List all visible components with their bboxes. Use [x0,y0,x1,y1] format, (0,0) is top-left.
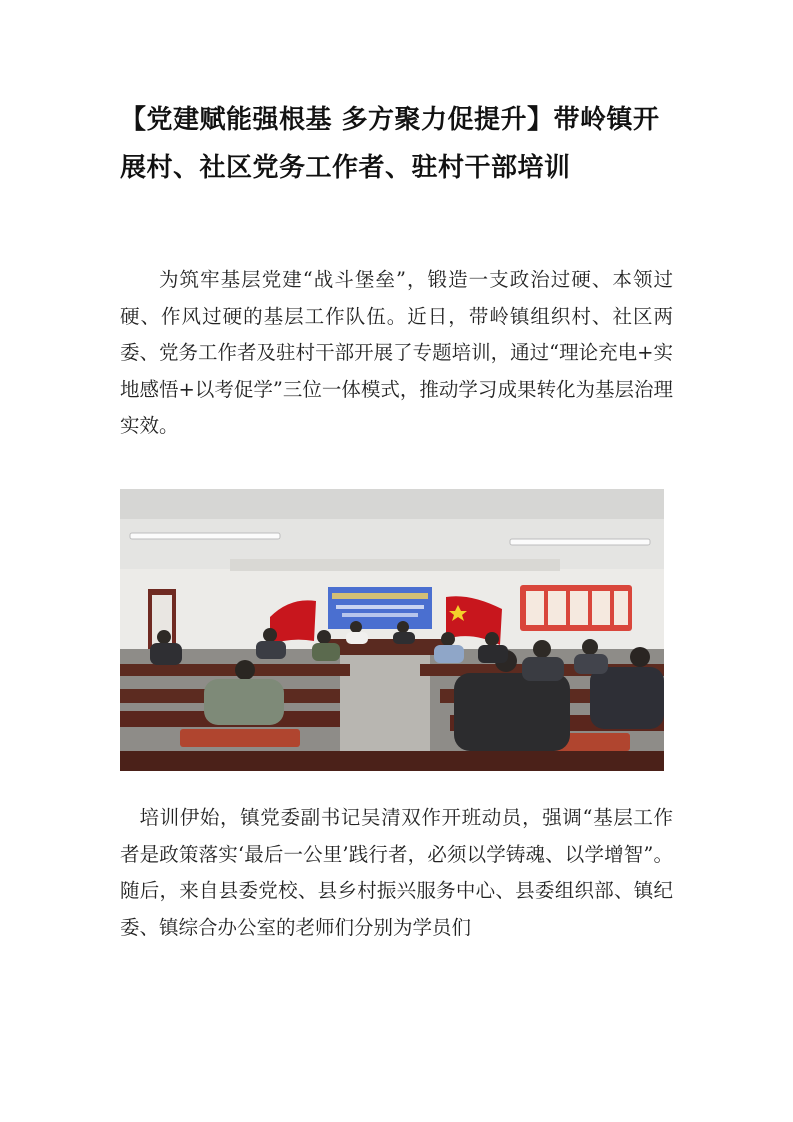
article-title: 【党建赋能强根基 多方聚力促提升】带岭镇开展村、社区党务工作者、驻村干部培训 [120,105,660,183]
paragraph-intro: 为筑牢基层党建“战斗堡垒”，锻造一支政治过硬、本领过硬、作风过硬的基层工作队伍。近日，带岭镇组织村、社区两委、党务工作者及驻村干部开展了专题培训，通过“理论充电+实地感悟+以考促学”三位一体模式，推动学习成果转化为基层治理实效。 [120,268,673,437]
paragraph-opening: 培训伊始，镇党委副书记吴清双作开班动员，强调“基层工作者是政策落实‘最后一公里’践行者，必须以学铸魂、以学增智”。随后，来自县委党校、县乡村振兴服务中心、县委组织部、镇纪委、镇综合办公室的老师们分别为学员们 [120,806,673,939]
training-photo [120,489,664,771]
